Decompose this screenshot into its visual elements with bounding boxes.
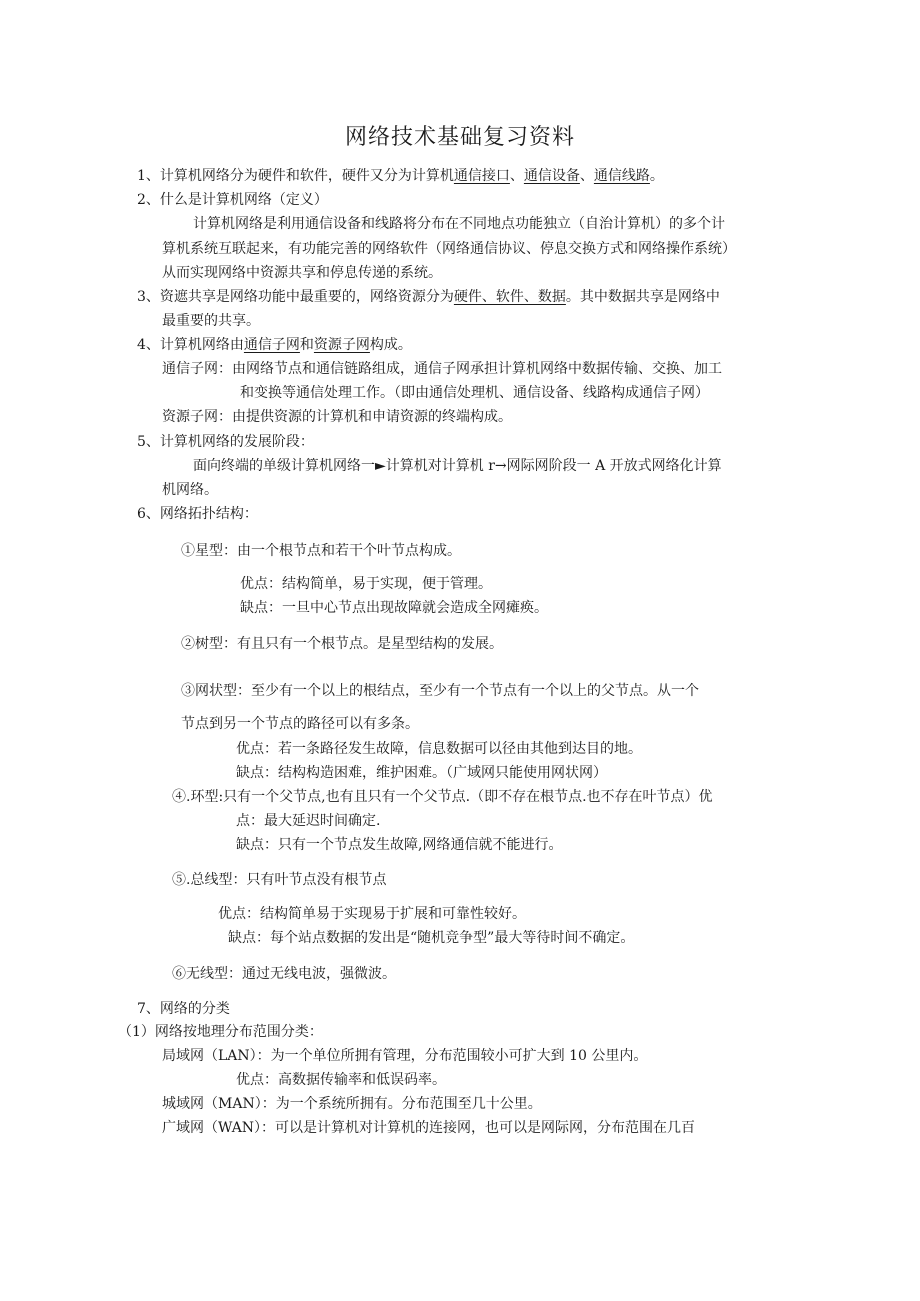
section-2-line-2: 算机系统互联起来，有功能完善的网络软件（网络通信协议、停息交换方式和网络操作系统） — [162, 241, 736, 257]
star-disadvantage: 缺点：一旦中心节点出现故障就会造成全网瘫痪。 — [240, 600, 548, 616]
man-line: 城域网（MAN）：为一个系统所拥有。分布范围至几十公里。 — [162, 1096, 542, 1112]
lan-line: 局域网（LAN）：为一个单位所拥有管理，分布范围较小可扩大到 10 公里内。 — [162, 1048, 648, 1064]
mesh-disadvantage: 缺点：结构构造困难，维护困难。（广域网只能使用网状网） — [236, 765, 607, 781]
topology-ring-line-2: 点：最大延迟时间确定. — [236, 813, 381, 829]
section-3-text: 3、资遮共享是网络功能中最重要的，网络资源分为 — [137, 289, 454, 305]
term-communication-subnet: 通信子网 — [243, 337, 300, 353]
document-title: 网络技术基础复习资料 — [344, 125, 575, 150]
wan-line: 广域网（WAN）：可以是计算机对计算机的连接网，也可以是网际网，分布范围在几百 — [162, 1120, 696, 1136]
topology-star: ①星型：由一个根节点和若干个叶节点构成。 — [181, 543, 461, 559]
communication-subnet-line-1: 通信子网：由网络节点和通信链路组成，通信子网承担计算机网络中数据传输、交换、加工 — [162, 361, 722, 377]
section-5-line-1: 面向终端的单级计算机网络一►计算机对计算机 r→网际网阶段一 A 开放式网络化计算 — [193, 458, 722, 474]
section-4-text-end: 构成。 — [369, 337, 412, 353]
resource-subnet-line: 资源子网：由提供资源的计算机和申请资源的终端构成。 — [162, 409, 512, 425]
topology-wireless: ⑥无线型：通过无线电波，强微波。 — [172, 966, 396, 982]
topology-ring-line-1: ④.环型:只有一个父节点,也有且只有一个父节点.（即不存在根节点.也不存在叶节点）优 — [172, 789, 713, 805]
section-3-line-2: 最重要的共享。 — [162, 313, 260, 329]
term-resources: 硬件、软件、数据 — [453, 289, 566, 305]
separator: 、 — [579, 168, 594, 184]
mesh-advantage: 优点：若一条路径发生故障，信息数据可以径由其他到达目的地。 — [236, 741, 642, 757]
lan-advantage: 优点：高数据传输率和低误码率。 — [236, 1072, 446, 1088]
term-communication-device: 通信设备 — [523, 168, 580, 184]
section-4-text: 4、计算机网络由 — [137, 337, 244, 353]
section-1-line — [137, 167, 664, 185]
classification-by-geography: （1）网络按地理分布范围分类： — [118, 1024, 323, 1040]
section-6-heading: 6、网络拓扑结构： — [137, 506, 258, 522]
term-communication-line: 通信线路 — [593, 168, 650, 184]
section-5-heading: 5、计算机网络的发展阶段： — [137, 434, 314, 450]
section-3-text-end: 。其中数据共享是网络中 — [565, 289, 720, 305]
section-7-heading: 7、网络的分类 — [137, 1001, 230, 1017]
term-resource-subnet: 资源子网 — [313, 337, 370, 353]
section-3-line-1 — [137, 288, 720, 306]
star-advantage: 优点：结构简单，易于实现，便于管理。 — [240, 576, 492, 592]
communication-subnet-line-2: 和变换等通信处理工作。（即由通信处理机、通信设备、线路构成通信子网） — [240, 385, 709, 401]
section-5-line-2: 机网络。 — [162, 482, 218, 498]
bus-advantage: 优点：结构简单易于实现易于扩展和可靠性较好。 — [218, 906, 526, 922]
topology-mesh-line-2: 节点到另一个节点的路径可以有多条。 — [181, 716, 419, 732]
section-2-line-1: 计算机网络是利用通信设备和线路将分布在不同地点功能独立（自治计算机）的多个计 — [193, 216, 725, 232]
section-2-line-3: 从而实现网络中资源共享和停息传递的系统。 — [162, 265, 442, 281]
section-4-and: 和 — [299, 337, 314, 353]
bus-disadvantage: 缺点：每个站点数据的发出是“随机竞争型”最大等待时间不确定。 — [228, 930, 635, 946]
section-2-heading: 2、什么是计算机网络（定义） — [137, 192, 328, 208]
topology-mesh-line-1: ③网状型：至少有一个以上的根结点，至少有一个节点有一个以上的父节点。从一个 — [181, 683, 699, 699]
period: 。 — [649, 168, 664, 184]
ring-disadvantage: 缺点：只有一个节点发生故障,网络通信就不能进行。 — [236, 837, 563, 853]
section-4-heading — [137, 336, 412, 354]
topology-bus: ⑤.总线型：只有叶节点没有根节点 — [172, 872, 387, 888]
topology-tree: ②树型：有且只有一个根节点。是星型结构的发展。 — [181, 636, 503, 652]
term-communication-interface: 通信接口 — [453, 168, 510, 184]
separator: 、 — [509, 168, 524, 184]
section-1-text: 1、计算机网络分为硬件和软件，硬件又分为计算机 — [137, 168, 454, 184]
